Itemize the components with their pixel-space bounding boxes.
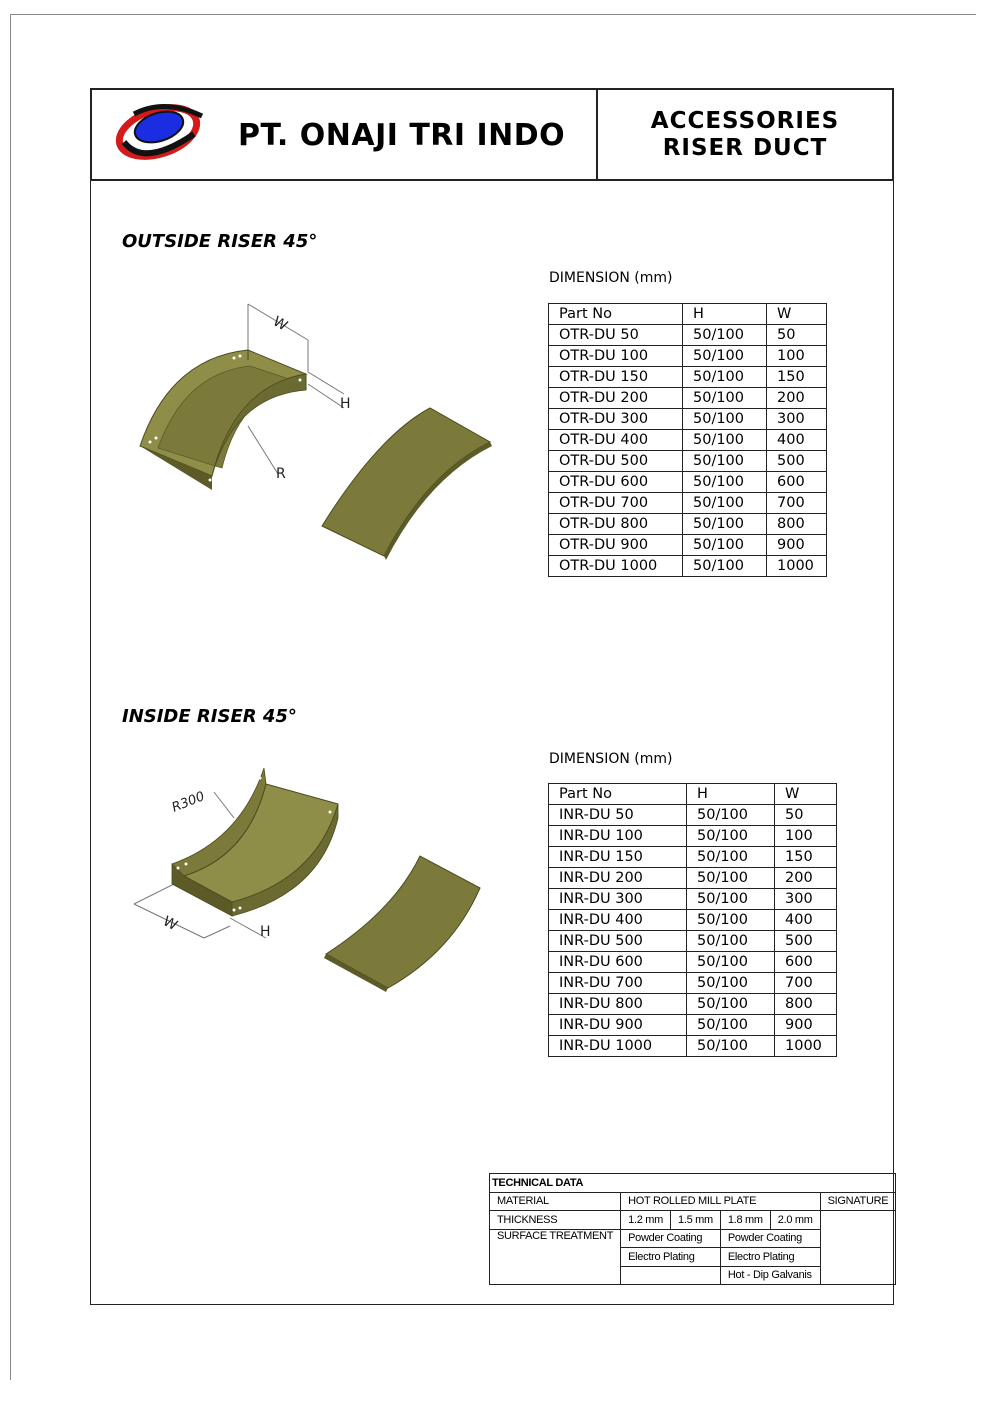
inside-column-header: W [775, 784, 837, 805]
inside-table-cell: 50/100 [687, 952, 775, 973]
company-name: PT. ONAJI TRI INDO [238, 118, 566, 153]
outside-table-cell: 100 [767, 346, 827, 367]
outside-table-cell: 900 [767, 535, 827, 556]
inside-table-cell: 50/100 [687, 805, 775, 826]
material-value: HOT ROLLED MILL PLATE [621, 1192, 821, 1211]
technical-data-table [489, 1173, 896, 1285]
surface-col2-item: Powder Coating [720, 1229, 820, 1248]
outside-dimension-label: DIMENSION (mm) [549, 270, 673, 286]
outside-dimension-table [548, 303, 827, 577]
inside-table-cell: INR-DU 200 [549, 868, 687, 889]
inside-table-cell: INR-DU 50 [549, 805, 687, 826]
outside-table-cell: 50/100 [683, 535, 767, 556]
inside-table-row [549, 931, 837, 952]
thickness-label: THICKNESS [490, 1211, 621, 1230]
inside-column-header: H [687, 784, 775, 805]
inside-riser-title: INSIDE RISER 45° [122, 706, 297, 727]
outside-table-cell: OTR-DU 50 [549, 325, 683, 346]
outside-table-row [549, 514, 827, 535]
outside-table-cell: 50/100 [683, 346, 767, 367]
inside-table-cell: 50/100 [687, 994, 775, 1015]
material-label: MATERIAL [490, 1192, 621, 1211]
thickness-value: 1.5 mm [671, 1211, 721, 1230]
outside-table-cell: 50/100 [683, 409, 767, 430]
outside-table-cell: OTR-DU 1000 [549, 556, 683, 577]
inside-table-cell: INR-DU 500 [549, 931, 687, 952]
inside-table-cell: INR-DU 800 [549, 994, 687, 1015]
inside-table-cell: 300 [775, 889, 837, 910]
outside-table-cell: 50/100 [683, 451, 767, 472]
outside-table-cell: OTR-DU 900 [549, 535, 683, 556]
inside-riser-figure [130, 760, 490, 995]
outside-table-cell: 800 [767, 514, 827, 535]
surface-treatment-label: SURFACE TREATMENT [490, 1229, 621, 1285]
inside-table-row [549, 826, 837, 847]
inside-table-cell: 500 [775, 931, 837, 952]
inside-table-cell: 400 [775, 910, 837, 931]
inside-dimension-table [548, 783, 837, 1057]
outside-column-header: W [767, 304, 827, 325]
outside-r-label: R [276, 466, 286, 482]
technical-data-title: TECHNICAL DATA [490, 1174, 896, 1193]
outside-table-row [549, 493, 827, 514]
inside-table-row [549, 994, 837, 1015]
outside-riser-title: OUTSIDE RISER 45° [122, 231, 318, 252]
outside-table-cell: OTR-DU 150 [549, 367, 683, 388]
inside-h-label: H [260, 924, 271, 940]
inside-column-header: Part No [549, 784, 687, 805]
outside-table-cell: 50/100 [683, 367, 767, 388]
outside-table-cell: OTR-DU 400 [549, 430, 683, 451]
inside-table-cell: 1000 [775, 1036, 837, 1057]
inside-table-cell: 50/100 [687, 1036, 775, 1057]
inside-table-row [549, 1015, 837, 1036]
outside-table-cell: 400 [767, 430, 827, 451]
inside-table-row [549, 868, 837, 889]
inside-table-cell: INR-DU 400 [549, 910, 687, 931]
surface-col1-item: Powder Coating [621, 1229, 721, 1248]
outside-table-row [549, 325, 827, 346]
inside-table-row [549, 805, 837, 826]
thickness-value: 1.8 mm [720, 1211, 770, 1230]
outside-table-row [549, 430, 827, 451]
outside-table-row [549, 409, 827, 430]
inside-table-row [549, 889, 837, 910]
page-border-left [10, 14, 11, 1380]
inside-table-cell: INR-DU 900 [549, 1015, 687, 1036]
outside-table-cell: 50/100 [683, 430, 767, 451]
title-line-2: RISER DUCT [662, 135, 828, 161]
inside-table-cell: 50/100 [687, 889, 775, 910]
company-logo [114, 98, 208, 168]
signature-box [820, 1211, 896, 1285]
inside-table-cell: 50/100 [687, 826, 775, 847]
inside-table-cell: 50 [775, 805, 837, 826]
outside-table-cell: OTR-DU 500 [549, 451, 683, 472]
inside-table-cell: 50/100 [687, 973, 775, 994]
inside-table-cell: 150 [775, 847, 837, 868]
outside-table-cell: 50/100 [683, 493, 767, 514]
inside-table-row [549, 1036, 837, 1057]
inside-table-row [549, 910, 837, 931]
outside-table-cell: 50/100 [683, 325, 767, 346]
outside-table-cell: OTR-DU 700 [549, 493, 683, 514]
surface-col2-item: Electro Plating [720, 1248, 820, 1267]
inside-table-cell: 50/100 [687, 868, 775, 889]
inside-table-row [549, 847, 837, 868]
inside-table-cell: INR-DU 600 [549, 952, 687, 973]
document-frame [90, 88, 894, 1305]
inside-table-cell: 50/100 [687, 931, 775, 952]
inside-table-cell: INR-DU 700 [549, 973, 687, 994]
outside-table-cell: OTR-DU 100 [549, 346, 683, 367]
inside-table-cell: 200 [775, 868, 837, 889]
inside-table-cell: 800 [775, 994, 837, 1015]
inside-table-cell: INR-DU 150 [549, 847, 687, 868]
inside-header-row [549, 784, 837, 805]
title-line-1: ACCESSORIES [650, 108, 840, 134]
inside-r-label: R300 [169, 789, 207, 816]
outside-table-row [549, 346, 827, 367]
outside-table-row [549, 367, 827, 388]
outside-table-cell: 700 [767, 493, 827, 514]
inside-w-label: W [160, 913, 180, 935]
outside-table-cell: 50/100 [683, 514, 767, 535]
outside-table-cell: OTR-DU 300 [549, 409, 683, 430]
outside-table-cell: 300 [767, 409, 827, 430]
outside-table-row [549, 451, 827, 472]
outside-table-row [549, 472, 827, 493]
outside-table-cell: 200 [767, 388, 827, 409]
outside-table-cell: 600 [767, 472, 827, 493]
surface-col1-item: Electro Plating [621, 1248, 721, 1267]
outside-h-label: H [340, 396, 351, 412]
header [90, 88, 894, 181]
outside-table-cell: 50 [767, 325, 827, 346]
outside-column-header: H [683, 304, 767, 325]
signature-label: SIGNATURE [820, 1192, 896, 1211]
thickness-value: 2.0 mm [770, 1211, 820, 1230]
inside-table-row [549, 952, 837, 973]
outside-w-label: W [270, 313, 290, 335]
outside-table-cell: 50/100 [683, 556, 767, 577]
inside-table-cell: 50/100 [687, 910, 775, 931]
thickness-value: 1.2 mm [621, 1211, 671, 1230]
inside-table-cell: 900 [775, 1015, 837, 1036]
inside-table-cell: 50/100 [687, 847, 775, 868]
inside-table-cell: INR-DU 1000 [549, 1036, 687, 1057]
document-title [600, 108, 890, 162]
outside-riser-figure [130, 298, 500, 560]
inside-table-row [549, 973, 837, 994]
inside-table-cell: 600 [775, 952, 837, 973]
inside-table-cell: 50/100 [687, 1015, 775, 1036]
outside-table-cell: 50/100 [683, 388, 767, 409]
outside-table-row [549, 535, 827, 556]
outside-table-row [549, 388, 827, 409]
inside-dimension-label: DIMENSION (mm) [549, 751, 673, 767]
outside-table-row [549, 556, 827, 577]
header-divider [596, 90, 598, 179]
inside-table-cell: INR-DU 300 [549, 889, 687, 910]
outside-column-header: Part No [549, 304, 683, 325]
outside-table-cell: OTR-DU 200 [549, 388, 683, 409]
outside-table-cell: OTR-DU 800 [549, 514, 683, 535]
inside-table-cell: INR-DU 100 [549, 826, 687, 847]
surface-col2-item: Hot - Dip Galvanis [720, 1266, 820, 1285]
page-border-top [10, 14, 976, 15]
inside-table-cell: 700 [775, 973, 837, 994]
outside-header-row [549, 304, 827, 325]
outside-table-cell: 1000 [767, 556, 827, 577]
outside-table-cell: 50/100 [683, 472, 767, 493]
outside-table-cell: 500 [767, 451, 827, 472]
surface-col1-empty [621, 1266, 721, 1285]
outside-table-cell: OTR-DU 600 [549, 472, 683, 493]
inside-table-cell: 100 [775, 826, 837, 847]
outside-table-cell: 150 [767, 367, 827, 388]
